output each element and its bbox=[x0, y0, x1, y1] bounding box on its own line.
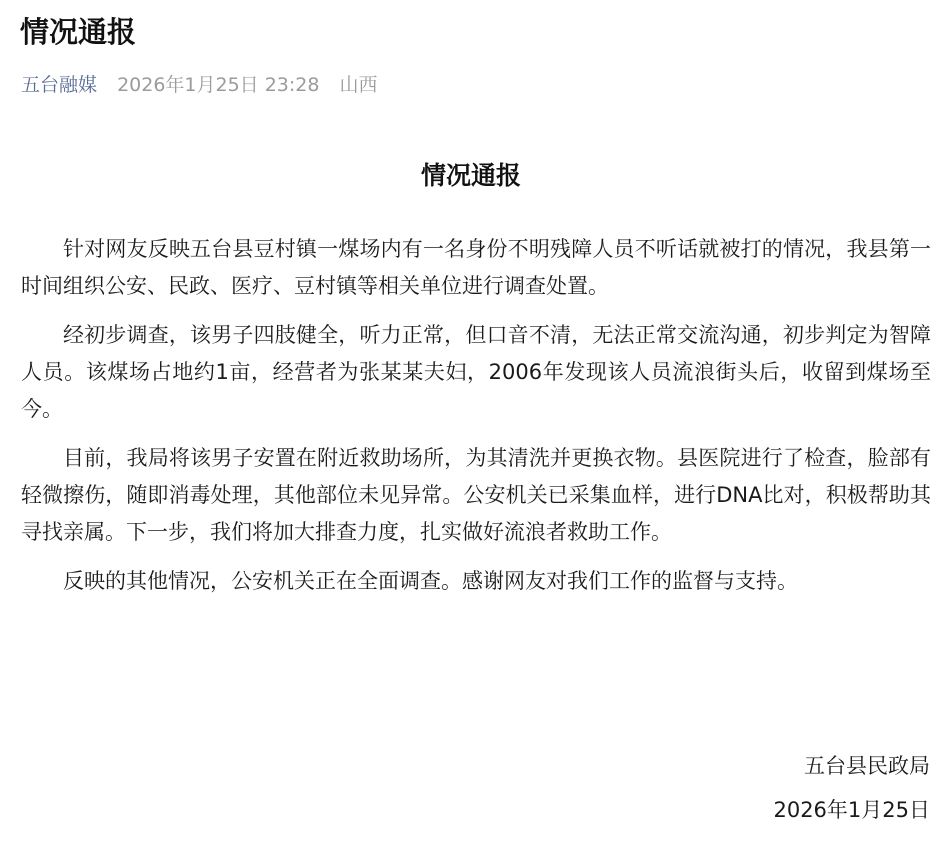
publish-time: 2026年1月25日 23:28 bbox=[117, 74, 320, 96]
notice-paragraph: 针对网友反映五台县豆村镇一煤场内有一名身份不明残障人员不听话就被打的情况，我县第一时间组织公安、民政、医疗、豆村镇等相关单位进行调查处置。 bbox=[21, 237, 931, 298]
notice-paragraph: 反映的其他情况，公安机关正在全面调查。感谢网友对我们工作的监督与支持。 bbox=[63, 569, 798, 593]
notice-heading: 情况通报 bbox=[420, 161, 521, 190]
article-meta bbox=[21, 72, 378, 98]
notice-signature bbox=[773, 744, 930, 832]
notice-paragraph: 经初步调查，该男子四肢健全，听力正常，但口音不清，无法正常交流沟通，初步判定为智障人员。该煤场占地约1亩，经营者为张某某夫妇，2006年发现该人员流浪街头后，收留到煤场至今。 bbox=[21, 323, 931, 421]
notice-paragraph: 目前，我局将该男子安置在附近救助场所，为其清洗并更换衣物。县医院进行了检查，脸部有轻微擦伤，随即消毒处理，其他部位未见异常。公安机关已采集血样，进行DNA比对，积极帮助其寻找亲属。下一步，我们将加大排查力度，扎实做好流浪者救助工作。 bbox=[21, 446, 931, 544]
article-title: 情况通报 bbox=[20, 15, 137, 49]
source-account-link[interactable]: 五台融媒 bbox=[21, 74, 98, 96]
notice-body bbox=[21, 231, 931, 612]
signature-organization: 五台县民政局 bbox=[804, 754, 930, 778]
publish-location: 山西 bbox=[339, 74, 378, 96]
signature-date: 2026年1月25日 bbox=[773, 798, 930, 822]
